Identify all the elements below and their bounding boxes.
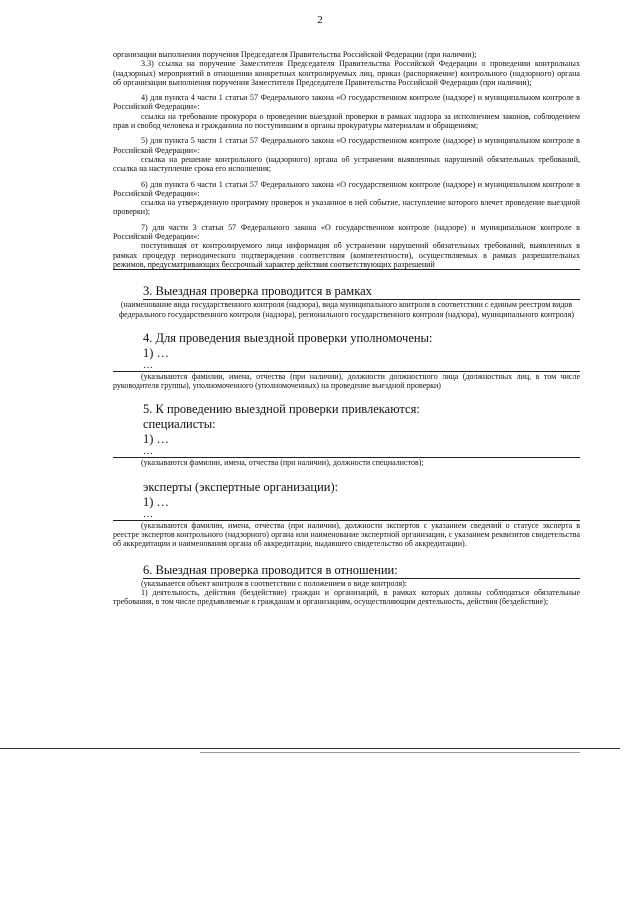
- section-3-note: (наименование вида государственного контроля (надзора), вида муниципального контроля в соответствии с единым реестром видов федерального государственного контроля (надзора), регионального государственного контроля (надзора), муниципального контроля): [118, 300, 575, 319]
- paragraph-6: 6) для пункта 6 части 1 статьи 57 Федерального закона «О государственном контроле (надзоре) и муниципальном контроле в Российской Федерации»:: [113, 179, 580, 198]
- section-4-note: (указываются фамилии, имена, отчества (при наличии), должности должностного лица (должностных лиц, в том числе руководителя группы), уполномоченного (уполномоченных) на проведение выездной проверки): [113, 371, 580, 391]
- section-6-heading: 6. Выездная проверка проводится в отношении:: [143, 563, 580, 579]
- section-5-heading: 5. К проведению выездной проверки привлекаются:: [143, 402, 420, 417]
- section-6-note: (указывается объект контроля в соответствии с положением о виде контроля):: [141, 578, 408, 588]
- paragraph-6-text: ссылка на утвержденную программу проверок и указанное в ней событие, наступление которого влечет проведение выездной проверки);: [113, 198, 580, 217]
- experts-label: эксперты (экспертные организации):: [143, 479, 339, 494]
- paragraph-4: 4) для пункта 4 части 1 статьи 57 Федерального закона «О государственном контроле (надзоре) и муниципальном контроле в Российской Федерации»:: [113, 93, 580, 112]
- paragraph-5-text: ссылка на решение контрольного (надзорного) органа об устранении выявленных нарушений обязательных требований, ссылка на наступление срока его исполнения;: [113, 154, 580, 174]
- specialists-dots: …: [143, 446, 153, 458]
- specialists-label: специалисты:: [143, 417, 216, 432]
- section-4-heading: 4. Для проведения выездной проверки уполномочены:: [143, 330, 433, 345]
- paragraph-5: 5) для пункта 5 части 1 статьи 57 Федерального закона «О государственном контроле (надзоре) и муниципальном контроле в Российской Федерации»:: [113, 136, 580, 155]
- section-3-heading: 3. Выездная проверка проводится в рамках: [143, 284, 580, 300]
- experts-note: (указываются фамилии, имена, отчества (при наличии), должности экспертов с указанием сведений о статусе эксперта в реестре экспертов контрольного (надзорного) органа или наименование экспертной организации, с указанием реквизитов свидетельства об аккредитации и наименования органа об аккредитации, выдавшего свидетельство об аккредитации).: [113, 520, 580, 549]
- experts-dots: …: [143, 508, 153, 520]
- paragraph-4-text: ссылка на требование прокурора о проведении выездной проверки в рамках надзора за исполнением законов, соблюдением прав и свобод человека и гражданина по поступившим в органы прокуратуры материалам и обращениям;: [113, 111, 580, 131]
- paragraph-7-text: поступившая от контролируемого лица информация об устранении нарушений обязательных требований, выявленных в рамках процедур периодического подтверждения соответствия (компетентности), осуществляемых в рамках разрешительных режимов, предусматривающих бессрочный характер действия соответствующих разрешений: [113, 241, 580, 269]
- paragraph-1: организации выполнения поручения Председателя Правительства Российской Федерации (при наличии);: [113, 50, 477, 59]
- experts-item-1: 1) …: [143, 494, 170, 509]
- specialists-note: (указываются фамилии, имена, отчества (при наличии), должности специалистов);: [141, 458, 424, 468]
- specialists-item-1: 1) …: [143, 432, 170, 447]
- page-bottom-rule-secondary: [200, 752, 580, 753]
- section-4-dots: …: [143, 359, 153, 371]
- paragraph-3-3: 3.3) ссылка на поручение Заместителя Председателя Правительства Российской Федерации о проведении контрольных (надзорных) мероприятий в отношении конкретных контролируемых лиц, приказ (распоряжение) контрольного (надзорного) органа об организации выполнения поручения Заместителя Председателя Правительства Российской Федерации (при наличии);: [113, 59, 580, 87]
- paragraph-7: 7) для части 3 статьи 57 Федерального закона «О государственном контроле (надзоре) и муниципальном контроле в Российской Федерации»:: [113, 222, 580, 242]
- section-4-item-1: 1) …: [143, 345, 170, 360]
- page-bottom-rule: [0, 748, 620, 749]
- document-body: [113, 50, 580, 607]
- page-number: 2: [317, 14, 323, 26]
- section-6-item-1: 1) деятельность, действия (бездействие) граждан и организаций, в рамках которых должны соблюдаться обязательные требования, в том числе предъявляемые к гражданам и организациям, осуществляющим деятельность, действия (бездействие);: [113, 587, 580, 607]
